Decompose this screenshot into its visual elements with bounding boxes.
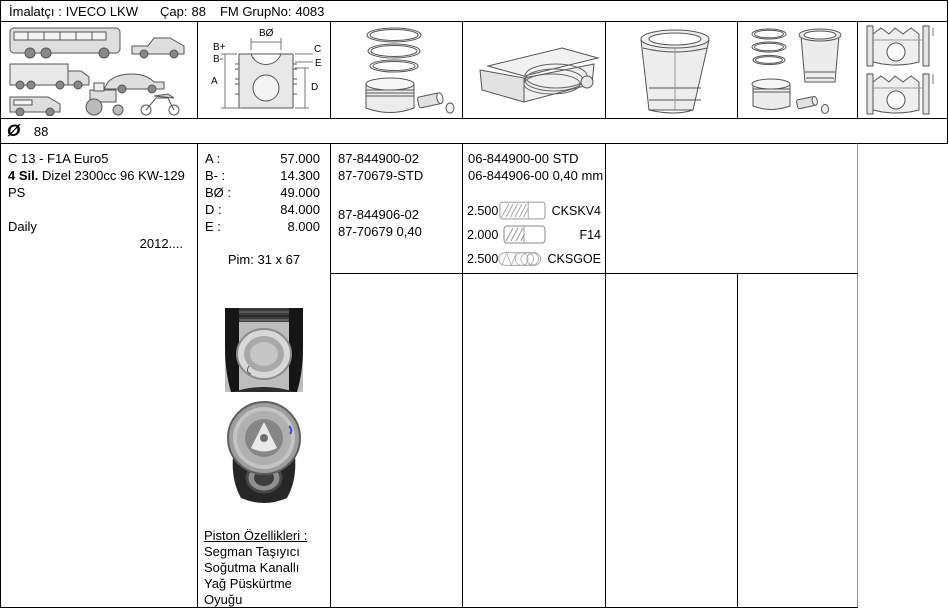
dim-label: BØ :	[205, 185, 232, 200]
diagram-label-bo: BØ	[259, 28, 274, 39]
installed-piston-sections-icon	[861, 24, 944, 116]
strip-cell-liner	[605, 21, 738, 119]
pin-size: Pim: 31 x 67	[227, 252, 301, 267]
piston-feature-item: Soğutma Kanallı	[204, 560, 300, 575]
oil-ring-icon	[498, 247, 542, 271]
diagram-label-a: A	[211, 76, 218, 87]
ring-size: 2.500	[467, 252, 499, 266]
diagram-label-e: E	[315, 58, 322, 69]
engine-spec: Dizel 2300cc 96 KW-129 PS	[8, 168, 185, 200]
ring-set-box-icon	[466, 24, 602, 116]
diameter-symbol: Ø	[7, 121, 21, 140]
piston-number-std: 87-70679-STD	[338, 168, 424, 183]
liner-piston-kit-icon	[741, 24, 854, 116]
strip-cell-piston-diagram	[197, 21, 331, 119]
dimension-row	[198, 167, 330, 184]
manufacturer-value: IVECO LKW	[65, 3, 138, 19]
manufacturer-label: İmalatçı :	[9, 3, 62, 19]
cylinder-liner-icon	[609, 24, 734, 116]
group-value: 4083	[295, 3, 325, 19]
dimension-row	[198, 150, 330, 167]
diagram-label-b-plus: B+	[213, 42, 226, 53]
ring-spec-row	[463, 223, 605, 247]
ring-numbers-cell	[462, 143, 606, 274]
dim-label: A :	[205, 151, 221, 166]
piston-number-oversize: 87-70679 0,40	[338, 224, 422, 239]
diagram-label-d: D	[311, 82, 319, 93]
ring-number: 06-844906-00 0,40 mm	[468, 168, 604, 183]
piston-photo-side	[219, 308, 309, 392]
piston-feature-item: Yağ Püskürtme Oyuğu	[204, 576, 292, 607]
bore-value: 88	[191, 3, 206, 19]
dimension-row	[198, 218, 330, 235]
ring-size: 2.000	[467, 228, 499, 242]
dimension-row	[198, 184, 330, 201]
ring-spec-row	[463, 247, 605, 271]
ring-number: 06-844900-00 STD	[468, 151, 579, 166]
ring-brand: F14	[579, 228, 601, 242]
dim-value: 49.000	[280, 185, 320, 200]
empty-cell	[605, 143, 858, 274]
ring-type: CKS	[547, 252, 574, 266]
model-years: 2012....	[139, 236, 183, 251]
empty-cell	[462, 273, 606, 608]
ring-size: 2.500	[467, 204, 499, 218]
strip-cell-vehicles	[0, 21, 198, 119]
ring-spec-row	[463, 199, 605, 223]
bore-label: Çap:	[160, 3, 188, 19]
dim-value: 84.000	[280, 202, 320, 217]
application-cell	[0, 143, 198, 608]
piston-feature-item: Segman Taşıyıcı	[204, 544, 300, 559]
piston-number-oversize: 87-844906-02	[338, 207, 419, 222]
vehicle-model: Daily	[8, 219, 37, 234]
strip-cell-sections	[857, 21, 948, 119]
engine-code: C 13 - F1A Euro5	[8, 151, 109, 166]
diameter-value: 88	[33, 124, 49, 139]
dim-value: 57.000	[280, 151, 320, 166]
strip-cell-piston-rings	[330, 21, 463, 119]
piston-features	[198, 528, 330, 608]
dim-value: 8.000	[287, 219, 320, 234]
taper-ring-icon	[503, 225, 547, 245]
vehicle-applications-icon	[4, 24, 194, 116]
diagram-label-b-minus: B-	[213, 54, 223, 65]
piston-dimension-diagram-icon	[201, 24, 327, 116]
strip-cell-ring-box	[462, 21, 606, 119]
dim-label: E :	[205, 219, 221, 234]
piston-number-std: 87-844900-02	[338, 151, 419, 166]
piston-detail-cell	[197, 143, 331, 608]
empty-cell	[330, 273, 463, 608]
dim-label: B- :	[205, 168, 226, 183]
ring-brand: GOE	[573, 252, 601, 266]
piston-numbers-cell	[330, 143, 463, 274]
piston-with-ring-set-icon	[334, 24, 459, 116]
dim-value: 14.300	[280, 168, 320, 183]
group-label: FM GrupNo:	[219, 3, 292, 19]
strip-cell-liner-kit	[737, 21, 858, 119]
piston-photo-top	[219, 400, 309, 504]
empty-cell	[737, 273, 858, 608]
piston-features-title: Piston Özellikleri :	[204, 528, 308, 543]
cylinder-count: 4 Sil.	[8, 168, 39, 183]
dimension-row	[198, 201, 330, 218]
compression-ring-icon	[499, 200, 547, 222]
header-bar	[0, 0, 948, 22]
ring-type: CKS	[551, 204, 578, 218]
empty-cell	[605, 273, 738, 608]
dim-label: D :	[205, 202, 222, 217]
ring-brand: KV4	[577, 204, 601, 218]
diagram-label-c: C	[314, 44, 322, 55]
bore-row	[0, 118, 948, 144]
